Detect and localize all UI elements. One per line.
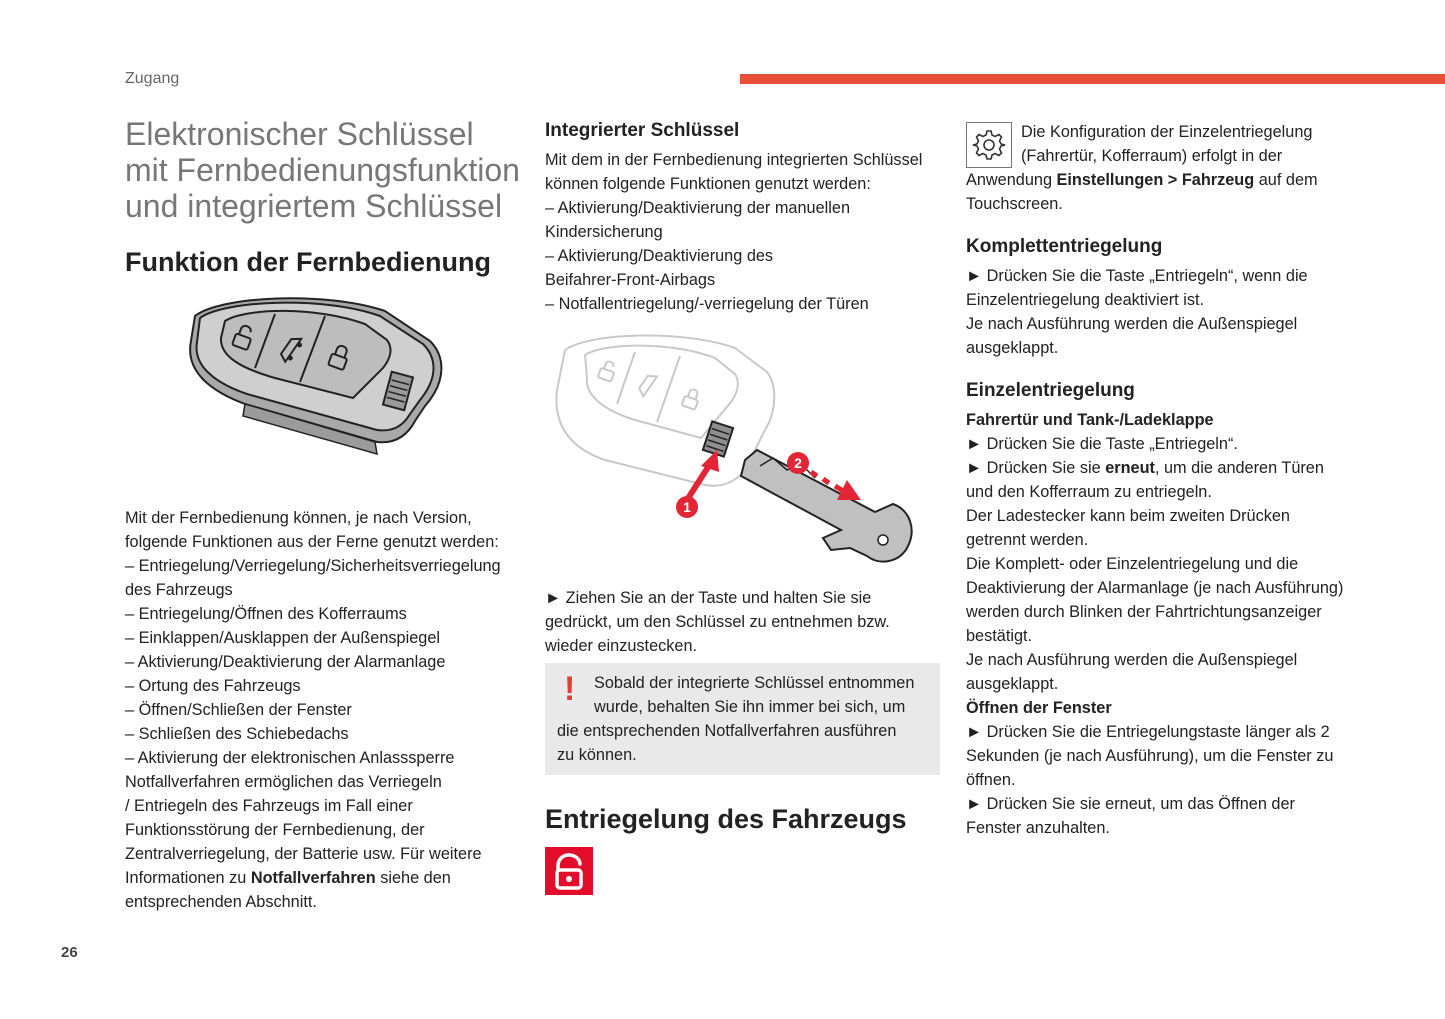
- text-line: ► Drücken Sie die Taste „Entriegeln“.: [966, 435, 1238, 453]
- column-right: [966, 120, 1366, 840]
- text-line: Die Komplett- oder Einzelentriegelung und die: [966, 555, 1299, 573]
- text-line: getrennt werden.: [966, 531, 1089, 549]
- text-line: und den Kofferraum zu entriegeln.: [966, 483, 1212, 501]
- integrated-key-heading: Integrierter Schlüssel: [545, 120, 740, 141]
- key-extraction-image: [545, 330, 940, 580]
- callout-1: 1: [683, 499, 691, 515]
- warning-box: [545, 663, 940, 775]
- complete-unlocking-text: [966, 264, 1366, 360]
- settings-gear-icon: [966, 122, 1012, 168]
- text-line: ► Drücken Sie sie erneut, um die anderen Türen: [966, 459, 1324, 477]
- remote-functions-text: [125, 506, 525, 914]
- text-line: Einzelentriegelung deaktiviert ist.: [966, 291, 1205, 309]
- text-line: Fenster anzuhalten.: [966, 819, 1110, 837]
- list-item: – Einklappen/Ausklappen der Außenspiegel: [125, 629, 440, 647]
- title-line: Elektronischer Schlüssel: [125, 116, 474, 152]
- key-fob-illustration: [125, 286, 525, 474]
- list-item-continuation: Kindersicherung: [545, 223, 663, 241]
- text-line: Zentralverriegelung, der Batterie usw. Für weitere: [125, 845, 482, 863]
- extraction-instruction: [545, 586, 940, 658]
- key-extraction-illustration: [545, 330, 940, 580]
- instruction-line: gedrückt, um den Schlüssel zu entnehmen bzw.: [545, 613, 890, 631]
- warning-line: wurde, behalten Sie ihn immer bei sich, um: [594, 698, 906, 716]
- instruction-line: wieder einzustecken.: [545, 637, 698, 655]
- text-line: ► Drücken Sie sie erneut, um das Öffnen der: [966, 795, 1295, 813]
- text-line: Mit der Fernbedienung können, je nach Version,: [125, 509, 472, 527]
- list-item: – Aktivierung der elektronischen Anlasssperre: [125, 749, 455, 767]
- key-fob-image: [125, 286, 525, 474]
- text-line: ► Drücken Sie die Entriegelungstaste länger als 2: [966, 723, 1330, 741]
- section-title: Zugang: [125, 70, 180, 87]
- list-item: – Aktivierung/Deaktivierung der Alarmanlage: [125, 653, 446, 671]
- page-title: [125, 116, 525, 224]
- title-line: mit Fernbedienungsfunktion: [125, 152, 520, 188]
- text-line: Mit dem in der Fernbedienung integrierten Schlüssel: [545, 151, 923, 169]
- text-line: Informationen zu Notfallverfahren siehe den: [125, 869, 451, 887]
- text-line: Funktionsstörung der Fernbedienung, der: [125, 821, 425, 839]
- text-line: können folgende Funktionen genutzt werden:: [545, 175, 871, 193]
- subheading: Öffnen der Fenster: [966, 699, 1112, 717]
- warning-line: zu können.: [557, 746, 637, 764]
- text-line: / Entriegeln des Fahrzeugs im Fall einer: [125, 797, 413, 815]
- title-line: und integriertem Schlüssel: [125, 188, 503, 224]
- unlocking-heading: Entriegelung des Fahrzeugs: [545, 804, 907, 834]
- text-line: ausgeklappt.: [966, 339, 1059, 357]
- text-line: ausgeklappt.: [966, 675, 1059, 693]
- text-line: Der Ladestecker kann beim zweiten Drücken: [966, 507, 1290, 525]
- config-line: Touchscreen.: [966, 195, 1063, 213]
- config-line: Die Konfiguration der Einzelentriegelung: [1021, 123, 1313, 141]
- text-line: werden durch Blinken der Fahrtrichtungsanzeiger: [966, 603, 1322, 621]
- integrated-key-text: [545, 148, 940, 316]
- text-line: Je nach Ausführung werden die Außenspiegel: [966, 315, 1298, 333]
- list-item: – Entriegelung/Öffnen des Kofferraums: [125, 605, 407, 623]
- subheading: Fahrertür und Tank-/Ladeklappe: [966, 411, 1214, 429]
- list-item: – Aktivierung/Deaktivierung der manuellen: [545, 199, 850, 217]
- list-item-continuation: des Fahrzeugs: [125, 581, 233, 599]
- list-item: – Schließen des Schiebedachs: [125, 725, 349, 743]
- text-line: Notfallverfahren ermöglichen das Verriegeln: [125, 773, 442, 791]
- config-line: Anwendung Einstellungen > Fahrzeug auf dem: [966, 171, 1318, 189]
- single-unlocking-text: [966, 408, 1366, 840]
- text-line: bestätigt.: [966, 627, 1033, 645]
- text-line: ► Drücken Sie die Taste „Entriegeln“, wenn die: [966, 267, 1308, 285]
- unlock-icon: [545, 847, 593, 895]
- complete-unlocking-heading: Komplettentriegelung: [966, 236, 1163, 257]
- list-item: – Ortung des Fahrzeugs: [125, 677, 301, 695]
- config-note: [966, 120, 1366, 216]
- text-line: entsprechenden Abschnitt.: [125, 893, 317, 911]
- header-accent-bar: [740, 74, 1445, 84]
- config-line: (Fahrertür, Kofferraum) erfolgt in der: [1021, 147, 1283, 165]
- warning-line: die entsprechenden Notfallverfahren ausführen: [557, 722, 897, 740]
- text-line: folgende Funktionen aus der Ferne genutzt werden:: [125, 533, 499, 551]
- column-middle: [545, 118, 940, 895]
- single-unlocking-heading: Einzelentriegelung: [966, 380, 1135, 401]
- remote-function-heading: Funktion der Fernbedienung: [125, 247, 491, 277]
- text-line: Deaktivierung der Alarmanlage (je nach Ausführung): [966, 579, 1344, 597]
- list-item: – Notfallentriegelung/-verriegelung der Türen: [545, 295, 869, 313]
- warning-icon: !: [564, 670, 576, 708]
- list-item: – Entriegelung/Verriegelung/Sicherheitsverriegelung: [125, 557, 501, 575]
- list-item: – Öffnen/Schließen der Fenster: [125, 701, 352, 719]
- text-line: Je nach Ausführung werden die Außenspiegel: [966, 651, 1298, 669]
- column-left: [125, 116, 525, 914]
- warning-line: Sobald der integrierte Schlüssel entnommen: [594, 674, 915, 692]
- instruction-line: ► Ziehen Sie an der Taste und halten Sie sie: [545, 589, 872, 607]
- settings-path: Einstellungen > Fahrzeug: [1056, 171, 1255, 189]
- emergency-procedures-reference: Notfallverfahren: [250, 869, 376, 887]
- list-item-continuation: Beifahrer-Front-Airbags: [545, 271, 716, 289]
- page-number: 26: [61, 944, 78, 961]
- text-line: öffnen.: [966, 771, 1016, 789]
- text-line: Sekunden (je nach Ausführung), um die Fenster zu: [966, 747, 1334, 765]
- list-item: – Aktivierung/Deaktivierung des: [545, 247, 774, 265]
- callout-2: 2: [794, 455, 802, 471]
